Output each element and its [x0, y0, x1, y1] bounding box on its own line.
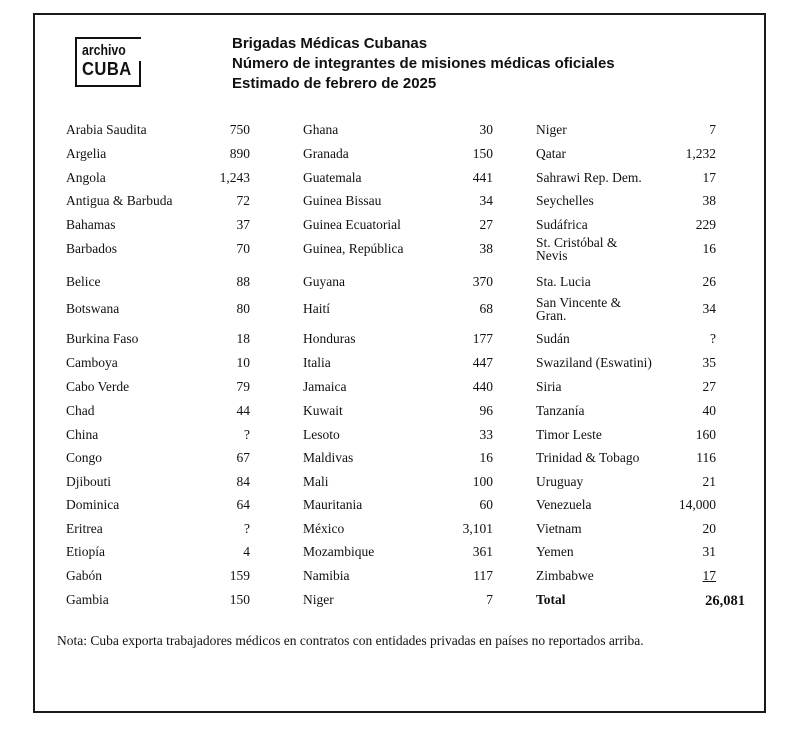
- country-name: Gabón: [66, 568, 102, 583]
- member-count: 7: [486, 592, 493, 607]
- country-name: Eritrea: [66, 521, 103, 536]
- member-count: 35: [702, 355, 716, 370]
- country-name: St. Cristóbal & Nevis: [536, 235, 618, 263]
- member-count: 27: [479, 217, 493, 232]
- member-count: ?: [244, 427, 250, 442]
- member-count: 70: [236, 241, 250, 256]
- country-name: Antigua & Barbuda: [66, 193, 173, 208]
- country-name: Niger: [303, 592, 334, 607]
- country-name: Angola: [66, 170, 106, 185]
- member-count: 1,232: [685, 146, 716, 161]
- country-name: Maldivas: [303, 450, 354, 465]
- member-count: 33: [479, 427, 493, 442]
- member-count: 26: [702, 274, 716, 289]
- member-count: 67: [236, 450, 250, 465]
- member-count: 60: [479, 497, 493, 512]
- country-name: Zimbabwe: [536, 568, 594, 583]
- country-name: Guinea Ecuatorial: [303, 217, 401, 232]
- country-name: Chad: [66, 403, 95, 418]
- country-name: Timor Leste: [536, 427, 602, 442]
- member-count: 7: [709, 122, 716, 137]
- country-name: Siria: [536, 379, 562, 394]
- member-count: ?: [710, 331, 716, 346]
- member-count: 160: [695, 427, 716, 442]
- country-name: Kuwait: [303, 403, 343, 418]
- member-count: 38: [479, 241, 493, 256]
- country-name: Mali: [303, 474, 329, 489]
- country-name: Dominica: [66, 497, 120, 512]
- member-count: 16: [702, 241, 716, 256]
- country-name: Mauritania: [303, 497, 363, 512]
- country-name: Barbados: [66, 241, 117, 256]
- member-count: 159: [229, 568, 250, 583]
- member-count: 30: [479, 122, 493, 137]
- country-name: Tanzanía: [536, 403, 585, 418]
- title-line3: Estimado de febrero de 2025: [232, 75, 437, 92]
- member-count: 116: [696, 450, 716, 465]
- country-name: Sudán: [536, 331, 570, 346]
- member-count: 1,243: [219, 170, 250, 185]
- country-name: Camboya: [66, 355, 118, 370]
- country-name: Sta. Lucia: [536, 274, 591, 289]
- country-name: Bahamas: [66, 217, 116, 232]
- country-name: Niger: [536, 122, 567, 137]
- member-count: 31: [702, 544, 716, 559]
- member-count: 3,101: [462, 521, 493, 536]
- country-name: Arabia Saudita: [66, 122, 147, 137]
- country-name: Guinea Bissau: [303, 193, 382, 208]
- member-count: 750: [229, 122, 250, 137]
- logo-line2: CUBA: [82, 59, 132, 79]
- member-count: 16: [479, 450, 493, 465]
- member-count: 441: [472, 170, 493, 185]
- member-count: 64: [236, 497, 250, 512]
- member-count: 117: [473, 568, 493, 583]
- document-title: [232, 34, 615, 94]
- total-label: Total: [536, 592, 566, 607]
- member-count: 80: [236, 301, 250, 316]
- country-name: Vietnam: [536, 521, 582, 536]
- member-count: 27: [702, 379, 716, 394]
- member-count: 361: [472, 544, 493, 559]
- member-count: 96: [479, 403, 493, 418]
- title-line1: Brigadas Médicas Cubanas: [232, 35, 428, 52]
- country-name: Mozambique: [303, 544, 375, 559]
- country-name: Etiopía: [66, 544, 105, 559]
- country-name: Yemen: [536, 544, 574, 559]
- member-count: 88: [236, 274, 250, 289]
- member-count: 17: [702, 170, 716, 185]
- member-count: 17: [702, 568, 716, 583]
- country-name: Gambia: [66, 592, 109, 607]
- country-name: Belice: [66, 274, 101, 289]
- country-name: México: [303, 521, 345, 536]
- country-name: Seychelles: [536, 193, 594, 208]
- member-count: 10: [236, 355, 250, 370]
- footnote: Nota: Cuba exporta trabajadores médicos en contratos con entidades privadas en países no reportados arriba.: [57, 633, 644, 648]
- title-line2: Número de integrantes de misiones médicas oficiales: [232, 55, 615, 72]
- document-frame: [33, 13, 766, 713]
- country-name: Botswana: [66, 301, 120, 316]
- country-name: Granada: [303, 146, 349, 161]
- member-count: 21: [702, 474, 716, 489]
- country-name: Djibouti: [66, 474, 112, 489]
- country-name: Swaziland (Eswatini): [536, 355, 652, 370]
- country-name: Burkina Faso: [66, 331, 139, 346]
- member-count: 370: [472, 274, 493, 289]
- country-name: Cabo Verde: [66, 379, 130, 394]
- country-name: Guatemala: [303, 170, 362, 185]
- member-count: 14,000: [678, 497, 716, 512]
- country-name: Guinea, República: [303, 241, 404, 256]
- member-count: 38: [702, 193, 716, 208]
- member-count: 177: [472, 331, 493, 346]
- country-name: Italia: [303, 355, 331, 370]
- country-name: San Vincente & Gran.: [536, 295, 622, 323]
- member-count: 37: [236, 217, 250, 232]
- country-name: Argelia: [66, 146, 107, 161]
- country-name: Qatar: [536, 146, 566, 161]
- member-count: 150: [472, 146, 493, 161]
- country-name: Uruguay: [536, 474, 584, 489]
- member-count: 100: [472, 474, 493, 489]
- member-count: 20: [702, 521, 716, 536]
- member-count: 44: [236, 403, 250, 418]
- country-name: Haití: [303, 301, 330, 316]
- country-name: Venezuela: [536, 497, 592, 512]
- country-name: Sudáfrica: [536, 217, 588, 232]
- country-name: Trinidad & Tobago: [536, 450, 640, 465]
- member-count: 40: [702, 403, 716, 418]
- country-name: Sahrawi Rep. Dem.: [536, 170, 642, 185]
- member-count: 72: [236, 193, 250, 208]
- archivo-cuba-logo: [75, 37, 141, 85]
- country-name: China: [66, 427, 99, 442]
- member-count: 4: [243, 544, 250, 559]
- country-name: Congo: [66, 450, 103, 465]
- member-count: 18: [236, 331, 250, 346]
- country-name: Lesoto: [303, 427, 340, 442]
- member-count: 890: [229, 146, 250, 161]
- member-count: 447: [472, 355, 493, 370]
- member-count: 440: [472, 379, 493, 394]
- member-count: 34: [702, 301, 716, 316]
- total-value: 26,081: [705, 593, 745, 609]
- country-name: Namibia: [303, 568, 350, 583]
- country-name: Honduras: [303, 331, 356, 346]
- member-count: 84: [236, 474, 250, 489]
- country-name: Guyana: [303, 274, 345, 289]
- member-count: ?: [244, 521, 250, 536]
- logo-line1: archivo: [82, 42, 126, 59]
- member-count: 79: [236, 379, 250, 394]
- member-count: 229: [695, 217, 716, 232]
- country-name: Ghana: [303, 122, 339, 137]
- member-count: 34: [479, 193, 493, 208]
- member-count: 150: [229, 592, 250, 607]
- member-count: 68: [479, 301, 493, 316]
- country-name: Jamaica: [303, 379, 347, 394]
